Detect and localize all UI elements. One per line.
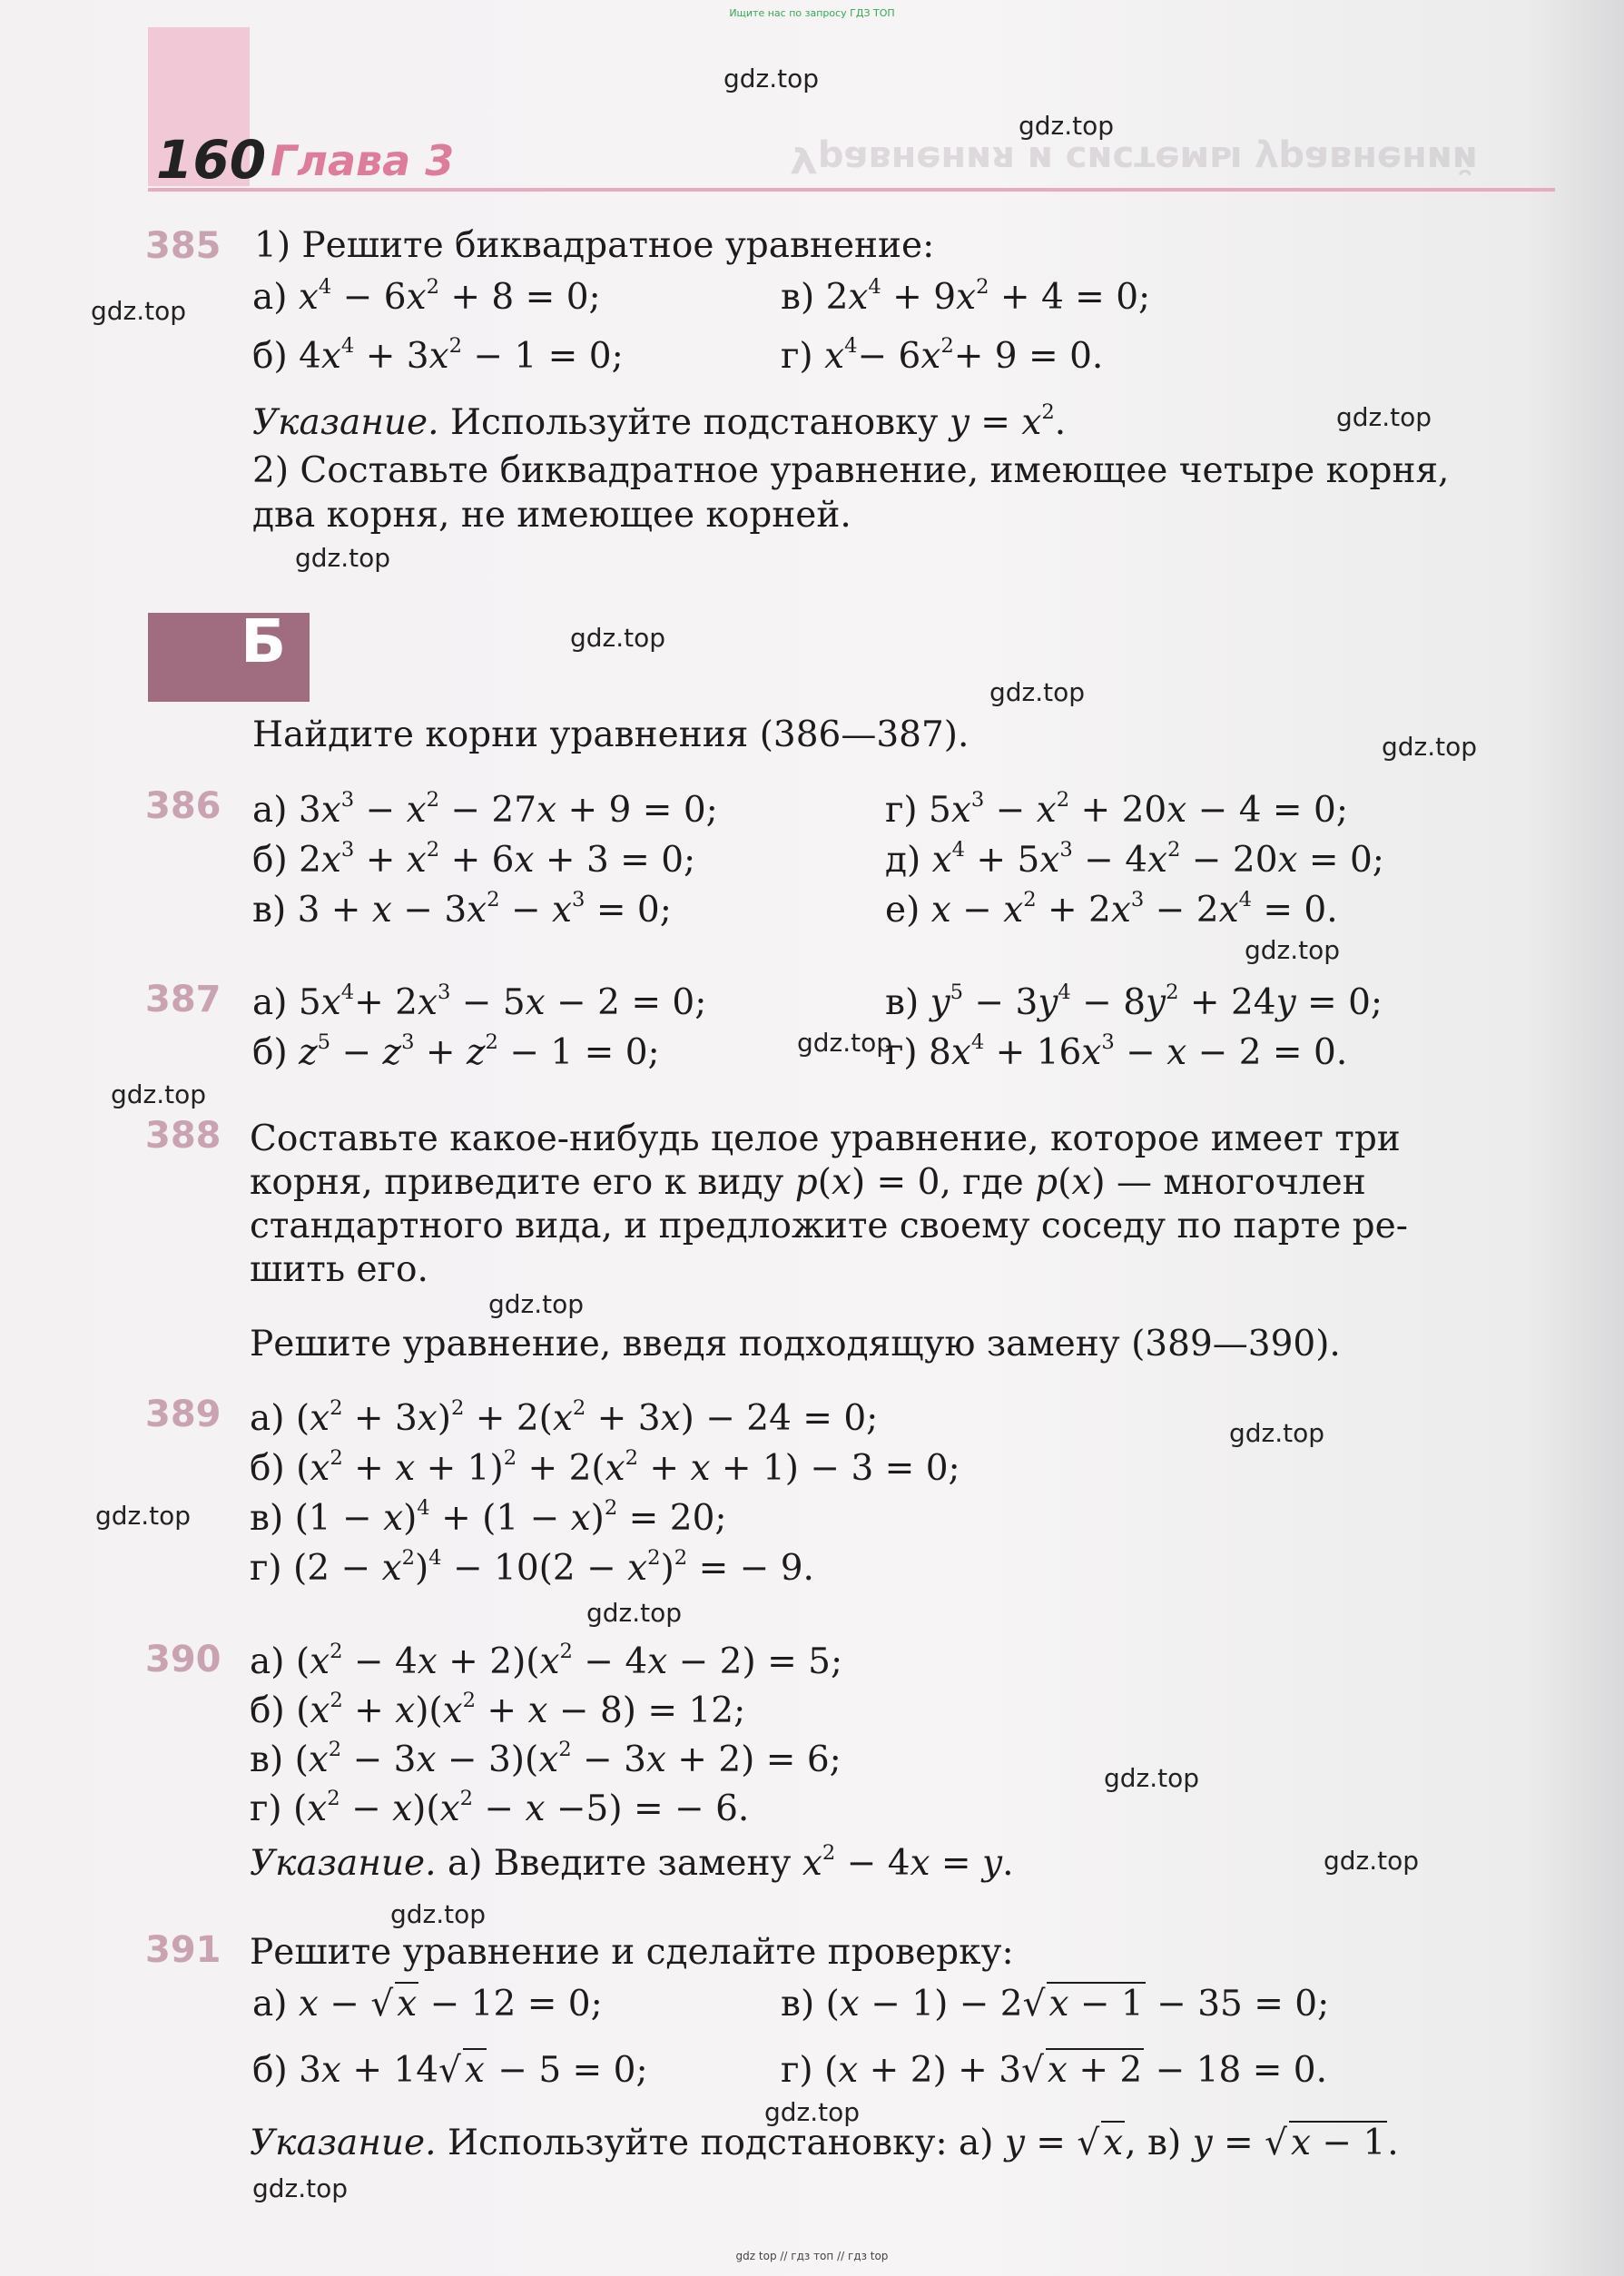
watermark: gdz.top [95,1501,192,1531]
problem-number: 388 [145,1115,221,1157]
equation: г) $(x^2 - x)(x^2 - x -5)$ = − 6. [250,1787,750,1829]
equation: а) $5x^4+ 2x^3 - 5x - 2 = 0$; [252,980,707,1023]
hint: Указание. Используйте подстановку $y = x^2$. [252,400,1067,443]
watermark: gdz.top [570,623,666,653]
section-b-label: Б [241,606,287,676]
equation: в) (x − 1) − 2√ x − 1 − 35 = 0; [781,1984,1330,2025]
equation: в) $2x^4 + 9x^2 + 4 = 0$; [781,275,1151,318]
show-through-text: Уравнения и системы уравнений [790,138,1478,180]
equation: г) $8x^4 + 16x^3 - x - 2 = 0$. [885,1030,1348,1073]
equation: б) $(x^2 + x)(x^2 + x - 8) = 12$; [250,1689,746,1731]
equation: в) $(x^2 - 3x - 3)(x^2 - 3x + 2) = 6$; [250,1738,842,1780]
equation: е) $x - x^2 + 2x^3 - 2x^4 = 0$. [885,888,1338,931]
problem-text: 1) Решите биквадратное уравнение: [254,225,935,266]
watermark: gdz.top [1382,732,1478,762]
watermark: gdz.top [764,2097,861,2127]
problem-text: шить его. [250,1249,428,1290]
bottom-note: gdz top // гдз топ // гдз top [735,2250,889,2262]
watermark: gdz.top [797,1028,893,1058]
problem-number: 385 [145,225,221,267]
problem-number: 386 [145,785,221,827]
watermark: gdz.top [1336,402,1432,432]
equation: г) $x^4- 6x^2+ 9 = 0$. [781,334,1104,377]
top-note: Ищите нас по запросу ГДЗ ТОП [729,7,895,19]
equation: г) $(2 - x^2)^4 - 10(2 - x^2)^2$ = − 9. [250,1546,814,1589]
equation: в) $3 + x - 3x^2 - x^3 = 0$; [252,888,672,931]
watermark: gdz.top [390,1899,487,1929]
page-number: 160 [156,129,267,191]
watermark: gdz.top [111,1079,207,1109]
equation: в) $(1 - x)^4 + (1 - x)^2 = 20$; [250,1496,727,1539]
watermark: gdz.top [1229,1418,1325,1448]
watermark: gdz.top [989,677,1086,707]
equation: а) x − √ x − 12 = 0; [252,1984,603,2025]
equation: г) $5x^3 - x^2 + 20x - 4 = 0$; [885,788,1348,831]
equation: б) $4x^4 + 3x^2 - 1 = 0$; [252,334,624,377]
equation: в) $y^5 - 3y^4 - 8y^2 + 24y = 0$; [885,980,1383,1023]
header-rule [148,188,1555,192]
watermark: gdz.top [1245,935,1341,965]
problem-text: стандартного вида, и предложите своему соседу по парте ре- [250,1206,1408,1246]
problem-text: Составьте какое-нибудь целое уравнение, которое имеет три [250,1118,1401,1159]
equation: а) $(x^2 + 3x)^2 + 2(x^2 + 3x) - 24 = 0$; [250,1396,879,1439]
equation: б) 3x + 14√ x − 5 = 0; [252,2050,648,2091]
problem-text: 2) Составьте биквадратное уравнение, имеющее четыре корня, [252,450,1450,491]
problem-number: 387 [145,979,221,1020]
equation: б) $(x^2 + x + 1)^2 + 2(x^2 + x + 1) - 3 = 0$; [250,1446,960,1489]
watermark: gdz.top [91,296,187,326]
equation: а) $3x^3 - x^2 - 27x + 9 = 0$; [252,788,718,831]
equation: д) $x^4 + 5x^3 - 4x^2 - 20x = 0$; [885,838,1384,881]
problem-text: Решите уравнение и сделайте проверку: [250,1932,1014,1973]
hint: Указание. Используйте подстановку: а) y = √ x, в) y = √ x − 1. [250,2123,1399,2163]
problem-number: 390 [145,1639,221,1680]
group-intro: Решите уравнение, введя подходящую замену (389—390). [250,1324,1341,1365]
watermark: gdz.top [1324,1846,1420,1876]
watermark: gdz.top [488,1289,585,1319]
problem-text: корня, приведите его к виду p(x) = 0, где p(x) — многочлен [250,1162,1366,1203]
watermark: gdz.top [1104,1763,1200,1793]
hint: Указание. а) Введите замену $x^2 - 4x = y$. [250,1841,1014,1884]
problem-number: 391 [145,1929,221,1971]
equation: б) $2x^3 + x^2 + 6x + 3 = 0$; [252,838,696,881]
watermark: gdz.top [252,2173,349,2203]
equation: а) $(x^2 - 4x + 2)(x^2 - 4x - 2) = 5$; [250,1640,843,1682]
chapter-title: Глава 3 [271,136,455,185]
watermark: gdz.top [723,64,820,94]
watermark: gdz.top [1019,111,1115,141]
equation: а) $x^4 - 6x^2 + 8 = 0$; [252,275,601,318]
watermark: gdz.top [295,543,391,573]
watermark: gdz.top [586,1598,683,1628]
problem-number: 389 [145,1394,221,1435]
group-intro: Найдите корни уравнения (386—387). [252,714,969,755]
equation: б) $z^5 - z^3 + z^2 - 1 = 0$; [252,1030,660,1073]
equation: г) (x + 2) + 3√ x + 2 − 18 = 0. [781,2050,1327,2091]
problem-text: два корня, не имеющее корней. [252,495,851,536]
